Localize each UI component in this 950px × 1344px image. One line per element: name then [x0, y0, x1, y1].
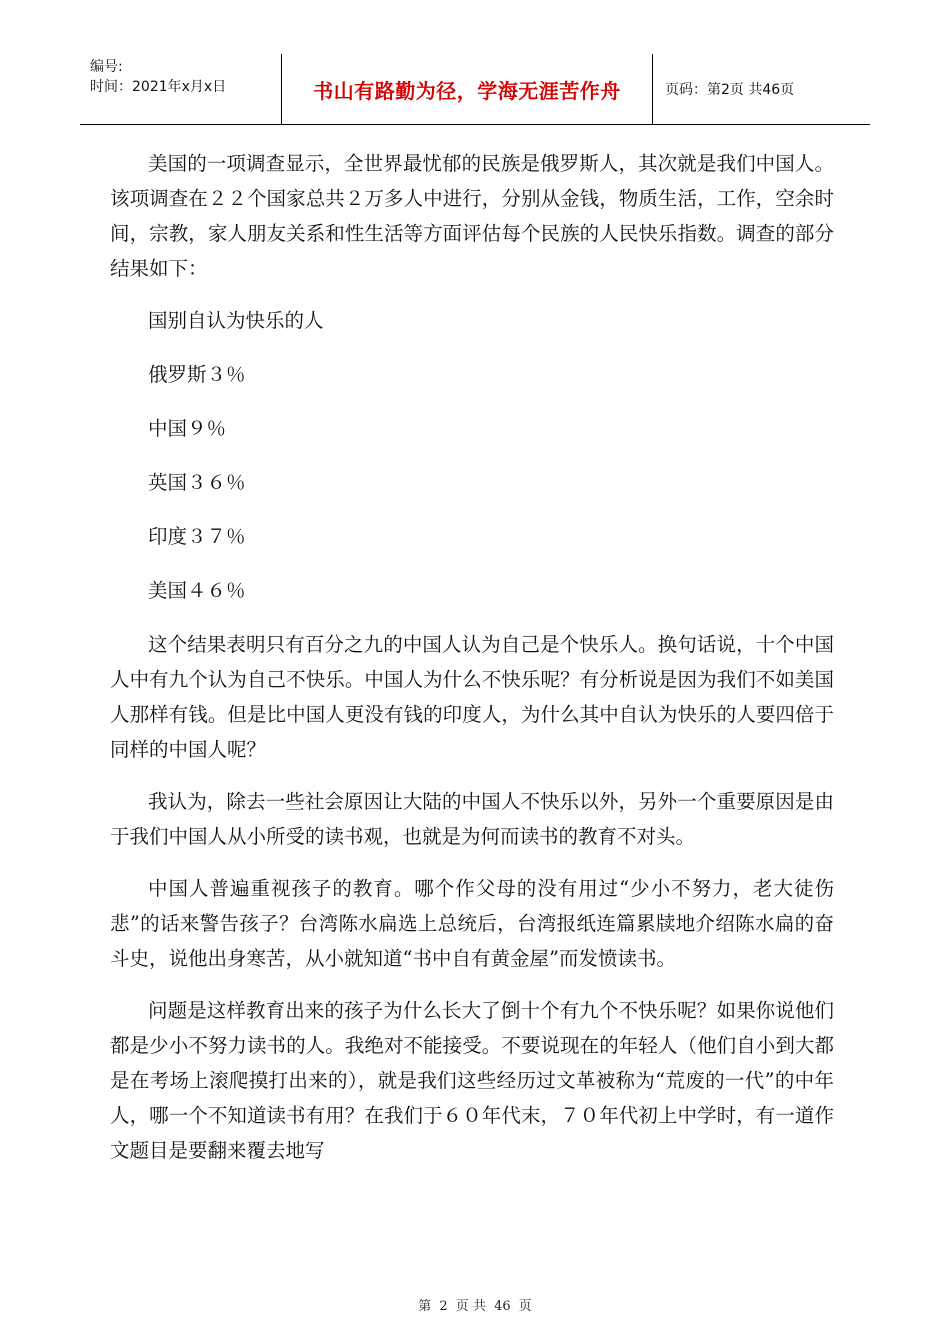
paragraph-question: 问题是这样教育出来的孩子为什么长大了倒十个有九个不快乐呢？如果你说他们都是少小不努力读书的人。我绝对不能接受。不要说现在的年轻人（他们自小到大都是在考场上滚爬摸打出来的），就是我们这些经历过文革被称为“荒废的一代”的中年人，哪一个不知道读书有用？在我们于６０年代末，７０年代初上中学时，有一道作文题目是要翻来覆去地写 [110, 999, 834, 1162]
paragraph-education: 中国人普遍重视孩子的教育。哪个作父母的没有用过“少小不努力，老大徒伤悲”的话来警告孩子？台湾陈水扁选上总统后，台湾报纸连篇累牍地介绍陈水扁的奋斗史，说他出身寒苦，从小就知道“书中自有黄金屋”而发愤读书。 [110, 877, 834, 970]
page-header [80, 54, 870, 125]
document-number-label: 编号: [90, 59, 123, 75]
document-body [110, 146, 834, 1168]
stat-usa: 美国４６％ [148, 579, 246, 602]
paragraph-opinion: 我认为，除去一些社会原因让大陆的中国人不快乐以外，另外一个重要原因是由于我们中国人从小所受的读书观，也就是为何而读书的教育不对头。 [110, 790, 834, 848]
paragraph-analysis: 这个结果表明只有百分之九的中国人认为自己是个快乐人。换句话说，十个中国人中有九个认为自己不快乐。中国人为什么不快乐呢？有分析说是因为我们不如美国人那样有钱。但是比中国人更没有钱的印度人，为什么其中自认为快乐的人要四倍于同样的中国人呢？ [110, 633, 834, 761]
stat-uk: 英国３６％ [148, 471, 246, 494]
footer-mid: 页 共 [455, 1299, 486, 1314]
footer-page-number: 2 [439, 1299, 448, 1314]
paragraph-intro: 美国的一项调查显示，全世界最忧郁的民族是俄罗斯人，其次就是我们中国人。该项调查在２２个国家总共２万多人中进行，分别从金钱，物质生活，工作，空余时间，宗教，家人朋友关系和性生活等方面评估每个民族的人民快乐指数。调查的部分结果如下： [110, 152, 834, 280]
stat-india: 印度３７％ [148, 525, 246, 548]
header-meta [80, 54, 280, 124]
footer-suffix: 页 [518, 1299, 532, 1314]
stat-russia: 俄罗斯３％ [148, 363, 246, 386]
page-footer [0, 1295, 950, 1314]
stat-china: 中国９％ [148, 417, 227, 440]
header-motto-cell [281, 54, 653, 124]
table-title: 国别自认为快乐的人 [148, 309, 324, 332]
header-motto: 书山有路勤为径，学海无涯苦作舟 [313, 78, 621, 103]
document-time-label: 时间：2021年x月x日 [90, 79, 227, 95]
footer-total-pages: 46 [494, 1299, 511, 1314]
footer-prefix: 第 [418, 1299, 432, 1314]
header-page-label: 页码：第2页 共46页 [665, 82, 795, 98]
